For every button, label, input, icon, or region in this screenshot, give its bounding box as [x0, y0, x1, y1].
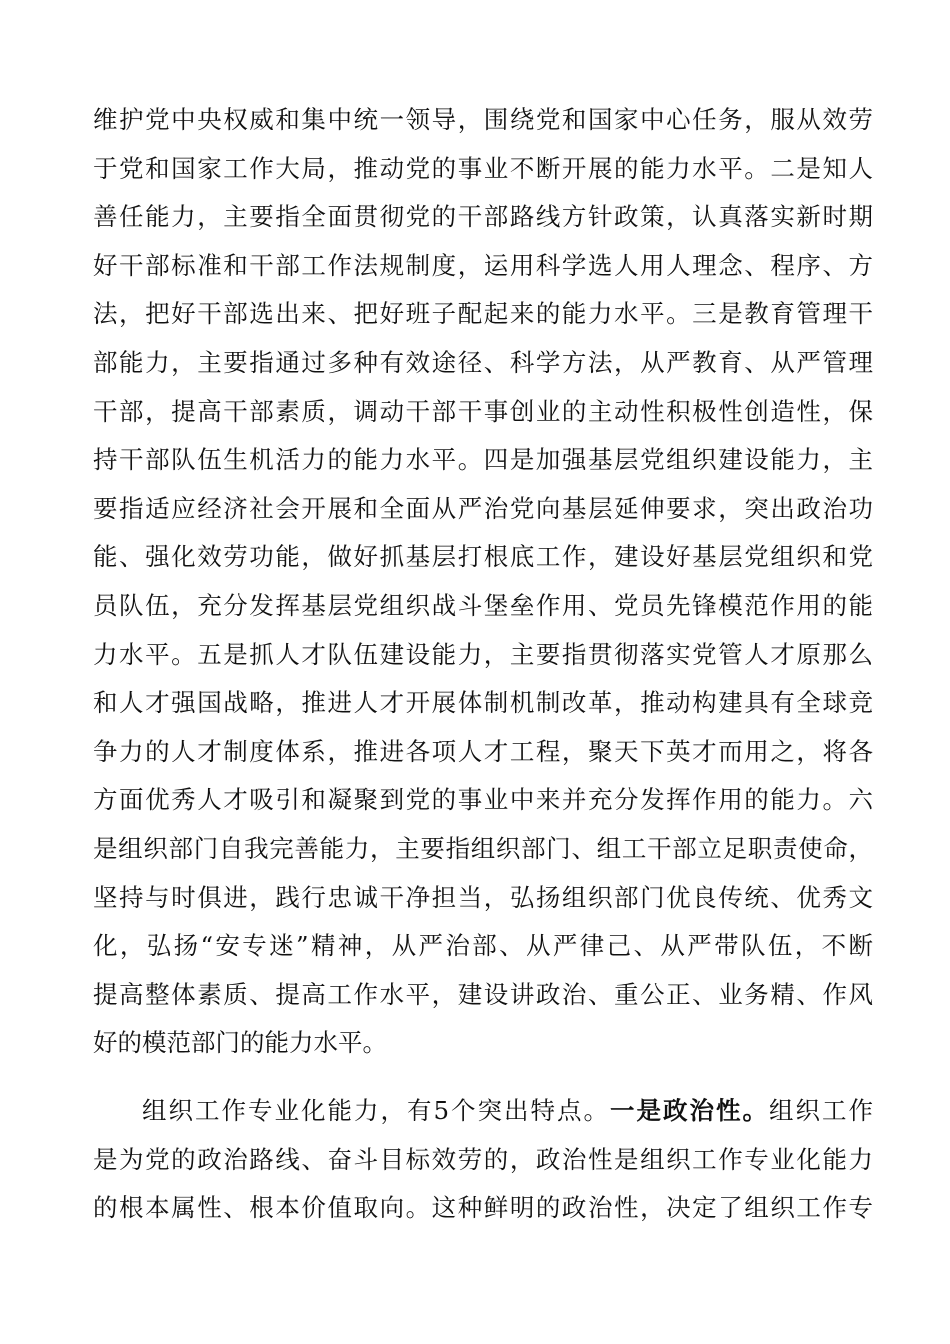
text-line: 能、强化效劳功能，做好抓基层打根底工作，建设好基层党组织和党	[93, 542, 873, 572]
continuation-text: 组织工作	[769, 1096, 874, 1125]
text-line: 维护党中央权威和集中统一领导，围绕党和国家中心任务，服从效劳	[93, 105, 873, 134]
bold-heading: 一是政治性。	[610, 1096, 770, 1125]
text-line: 于党和国家工作大局，推动党的事业不断开展的能力水平。二是知人	[93, 153, 873, 183]
text-line: 是为党的政治路线、奋斗目标效劳的，政治性是组织工作专业化能力	[93, 1144, 873, 1174]
text-line: 善任能力，主要指全面贯彻党的干部路线方针政策，认真落实新时期	[93, 202, 873, 232]
text-line: 法，把好干部选出来、把好班子配起来的能力水平。三是教育管理干	[93, 299, 873, 329]
paragraph-capabilities	[93, 96, 873, 1068]
text-line: 部能力，主要指通过多种有效途径、科学方法，从严教育、从严管理	[93, 347, 873, 377]
text-line: 争力的人才制度体系，推进各项人才工程，聚天下英才而用之，将各	[93, 736, 873, 766]
text-line: 干部，提高干部素质，调动干部干事创业的主动性积极性创造性，保	[93, 396, 873, 426]
text-line: 和人才强国战略，推进人才开展体制机制改革，推动构建具有全球竞	[93, 688, 873, 718]
intro-text: 组织工作专业化能力，有5个突出特点。	[142, 1096, 611, 1125]
text-line: 持干部队伍生机活力的能力水平。四是加强基层党组织建设能力，主	[93, 445, 873, 475]
text-line: 方面优秀人才吸引和凝聚到党的事业中来并充分发挥作用的能力。六	[93, 785, 873, 815]
text-line: 好干部标准和干部工作法规制度，运用科学选人用人理念、程序、方	[93, 250, 873, 280]
text-line: 提高整体素质、提高工作水平，建设讲政治、重公正、业务精、作风	[93, 979, 873, 1009]
text-line: 是组织部门自我完善能力，主要指组织部门、组工干部立足职责使命，	[93, 833, 873, 863]
text-line-first	[93, 1087, 873, 1136]
paragraph-features	[93, 1087, 873, 1233]
text-line: 员队伍，充分发挥基层党组织战斗堡垒作用、党员先锋模范作用的能	[93, 590, 873, 620]
text-line: 力水平。五是抓人才队伍建设能力，主要指贯彻落实党管人才原那么	[93, 639, 873, 669]
text-line: 坚持与时俱进，践行忠诚干净担当，弘扬组织部门优良传统、优秀文	[93, 882, 873, 912]
text-line: 要指适应经济社会开展和全面从严治党向基层延伸要求，突出政治功	[93, 493, 873, 523]
text-line: 化，弘扬“安专迷”精神，从严治部、从严律己、从严带队伍，不断	[93, 931, 873, 961]
text-line: 的根本属性、根本价值取向。这种鲜明的政治性，决定了组织工作专	[93, 1193, 873, 1223]
text-line: 好的模范部门的能力水平。	[93, 1028, 387, 1058]
